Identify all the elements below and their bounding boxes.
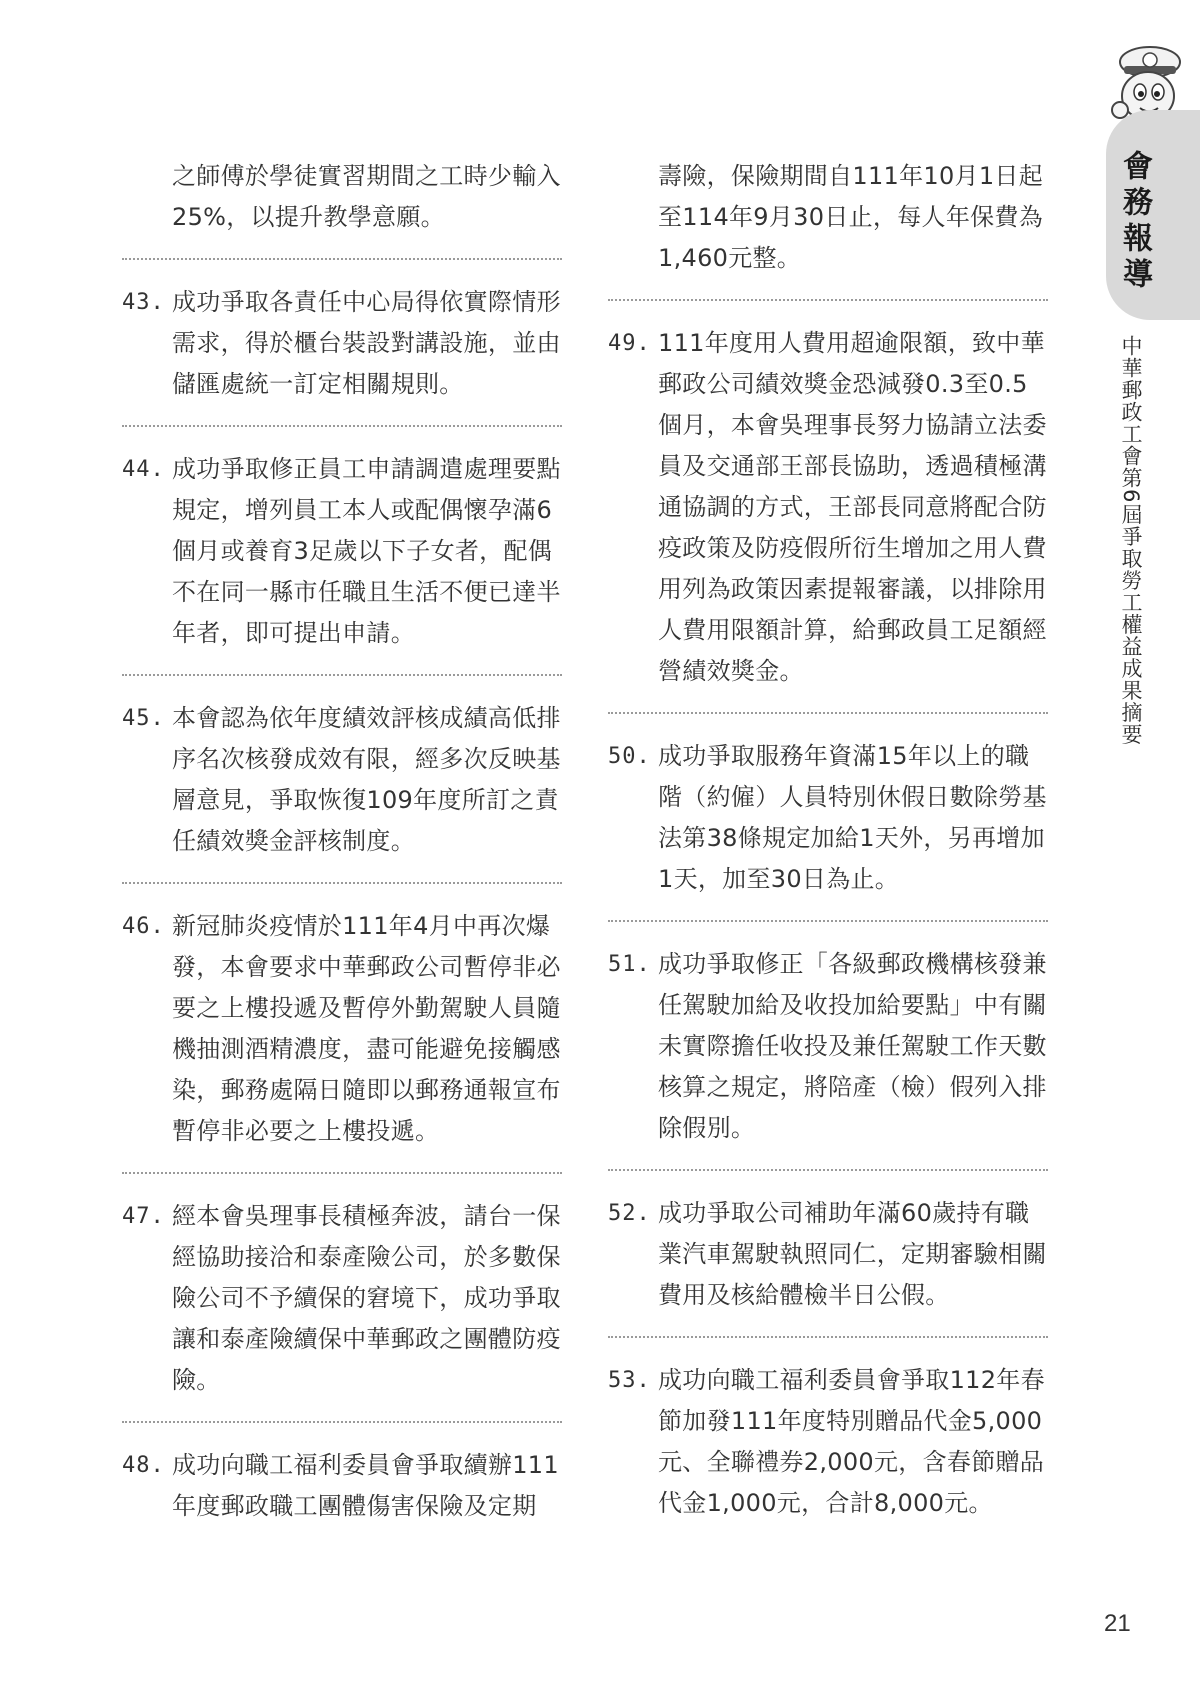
text-line: 序名次核發成效有限，經多次反映基 — [172, 745, 561, 773]
text-line: 壽險，保險期間自111年10月1日起 — [658, 162, 1044, 190]
text-line: 業汽車駕駛執照同仁，定期審驗相關 — [658, 1240, 1047, 1268]
text-line: 成功向職工福利委員會爭取112年春 — [658, 1366, 1045, 1394]
text-line: 不在同一縣市任職且生活不便已達半 — [172, 578, 561, 606]
item-number: 52. — [608, 1201, 651, 1226]
text-line: 任駕駛加給及收投加給要點」中有關 — [658, 991, 1047, 1019]
page-number: 21 — [1104, 1610, 1131, 1637]
item-number: 49. — [608, 331, 651, 356]
text-line: 通協調的方式，王部長同意將配合防 — [658, 493, 1047, 521]
text-line: 發，本會要求中華郵政公司暫停非必 — [172, 953, 561, 981]
dotted-divider — [122, 258, 562, 260]
text-line: 年者，即可提出申請。 — [172, 619, 415, 647]
right-column — [608, 156, 1048, 1524]
text-line: 1,460元整。 — [658, 244, 802, 272]
text-line: 經本會吳理事長積極奔波，請台一保 — [172, 1202, 561, 1230]
item-number: 47. — [122, 1204, 165, 1229]
dotted-divider — [608, 712, 1048, 714]
text-line: 核算之規定，將陪產（檢）假列入排 — [658, 1073, 1047, 1101]
item-text — [172, 156, 562, 238]
dotted-divider — [122, 425, 562, 427]
text-line: 成功爭取修正員工申請調遣處理要點 — [172, 455, 561, 483]
item-text — [658, 1193, 1048, 1316]
text-line: 員及交通部王部長協助，透過積極溝 — [658, 452, 1047, 480]
item-text — [658, 1360, 1048, 1524]
text-line: 營績效獎金。 — [658, 657, 804, 685]
text-line: 暫停非必要之上樓投遞。 — [172, 1117, 440, 1145]
dotted-divider — [122, 1172, 562, 1174]
item-number: 46. — [122, 914, 165, 939]
text-line: 人費用限額計算，給郵政員工足額經 — [658, 616, 1047, 644]
item-text — [658, 156, 1048, 279]
item-text — [172, 1445, 562, 1527]
list-item — [122, 156, 562, 238]
text-line: 要之上樓投遞及暫停外勤駕駛人員隨 — [172, 994, 561, 1022]
list-item — [122, 1196, 562, 1401]
text-line: 機抽測酒精濃度，盡可能避免接觸感 — [172, 1035, 561, 1063]
item-text — [172, 698, 562, 862]
item-number: 50. — [608, 744, 651, 769]
text-line: 1天，加至30日為止。 — [658, 865, 900, 893]
item-number: 43. — [122, 290, 165, 315]
item-text — [172, 282, 562, 405]
list-item — [122, 449, 562, 654]
text-line: 郵政公司績效獎金恐減發0.3至0.5 — [658, 370, 1028, 398]
text-line: 染，郵務處隔日隨即以郵務通報宣布 — [172, 1076, 561, 1104]
text-line: 至114年9月30日止，每人年保費為 — [658, 203, 1044, 231]
text-line: 年度郵政職工團體傷害保險及定期 — [172, 1492, 537, 1520]
text-line: 新冠肺炎疫情於111年4月中再次爆 — [172, 912, 551, 940]
item-number: 44. — [122, 457, 165, 482]
text-line: 25%，以提升教學意願。 — [172, 203, 445, 231]
text-line: 險。 — [172, 1366, 221, 1394]
item-text — [658, 323, 1048, 692]
dotted-divider — [608, 299, 1048, 301]
text-line: 儲匯處統一訂定相關規則。 — [172, 370, 464, 398]
text-line: 未實際擔任收投及兼任駕駛工作天數 — [658, 1032, 1047, 1060]
dotted-divider — [608, 1169, 1048, 1171]
item-number: 51. — [608, 952, 651, 977]
dotted-divider — [122, 674, 562, 676]
item-number: 48. — [122, 1453, 165, 1478]
dotted-divider — [608, 1336, 1048, 1338]
text-line: 需求，得於櫃台裝設對講設施，並由 — [172, 329, 561, 357]
list-item — [608, 1193, 1048, 1316]
text-line: 111年度用人費用超逾限額，致中華 — [658, 329, 1045, 357]
text-line: 層意見，爭取恢復109年度所訂之責 — [172, 786, 559, 814]
item-text — [658, 944, 1048, 1149]
item-text — [172, 906, 562, 1152]
text-line: 成功爭取各責任中心局得依實際情形 — [172, 288, 561, 316]
text-line: 法第38條規定加給1天外，另再增加 — [658, 824, 1045, 852]
text-line: 成功爭取公司補助年滿60歲持有職 — [658, 1199, 1030, 1227]
text-line: 任績效獎金評核制度。 — [172, 827, 415, 855]
item-number: 53. — [608, 1368, 651, 1393]
item-number: 45. — [122, 706, 165, 731]
text-line: 險公司不予續保的窘境下，成功爭取 — [172, 1284, 561, 1312]
text-line: 用列為政策因素提報審議，以排除用 — [658, 575, 1047, 603]
list-item — [608, 323, 1048, 692]
text-line: 規定，增列員工本人或配偶懷孕滿6 — [172, 496, 553, 524]
dotted-divider — [122, 882, 562, 884]
text-line: 節加發111年度特別贈品代金5,000 — [658, 1407, 1043, 1435]
section-tab-label: 會務報導 — [1117, 150, 1152, 294]
text-line: 之師傅於學徒實習期間之工時少輸入 — [172, 162, 561, 190]
list-item — [608, 944, 1048, 1149]
text-line: 本會認為依年度績效評核成績高低排 — [172, 704, 561, 732]
text-line: 除假別。 — [658, 1114, 756, 1142]
list-item — [122, 906, 562, 1152]
left-column — [122, 156, 562, 1527]
item-text — [172, 449, 562, 654]
item-text — [172, 1196, 562, 1401]
text-line: 疫政策及防疫假所衍生增加之用人費 — [658, 534, 1047, 562]
text-line: 個月或養育3足歲以下子女者，配偶 — [172, 537, 553, 565]
item-text — [658, 736, 1048, 900]
list-item — [122, 1445, 562, 1527]
text-line: 讓和泰產險續保中華郵政之團體防疫 — [172, 1325, 561, 1353]
list-item — [122, 698, 562, 862]
list-item — [122, 282, 562, 405]
text-line: 代金1,000元，合計8,000元。 — [658, 1489, 993, 1517]
text-line: 成功向職工福利委員會爭取續辦111 — [172, 1451, 559, 1479]
text-line: 個月，本會吳理事長努力協請立法委 — [658, 411, 1047, 439]
text-line: 元、全聯禮券2,000元，含春節贈品 — [658, 1448, 1045, 1476]
list-item — [608, 156, 1048, 279]
text-line: 費用及核給體檢半日公假。 — [658, 1281, 950, 1309]
text-line: 經協助接洽和泰產險公司，於多數保 — [172, 1243, 561, 1271]
text-line: 成功爭取服務年資滿15年以上的職 — [658, 742, 1030, 770]
list-item — [608, 736, 1048, 900]
dotted-divider — [122, 1421, 562, 1423]
text-line: 成功爭取修正「各級郵政機構核發兼 — [658, 950, 1047, 978]
list-item — [608, 1360, 1048, 1524]
text-line: 階（約僱）人員特別休假日數除勞基 — [658, 783, 1047, 811]
dotted-divider — [608, 920, 1048, 922]
section-subtitle: 中華郵政工會第6屆爭取勞工權益成果摘要 — [1119, 335, 1143, 746]
